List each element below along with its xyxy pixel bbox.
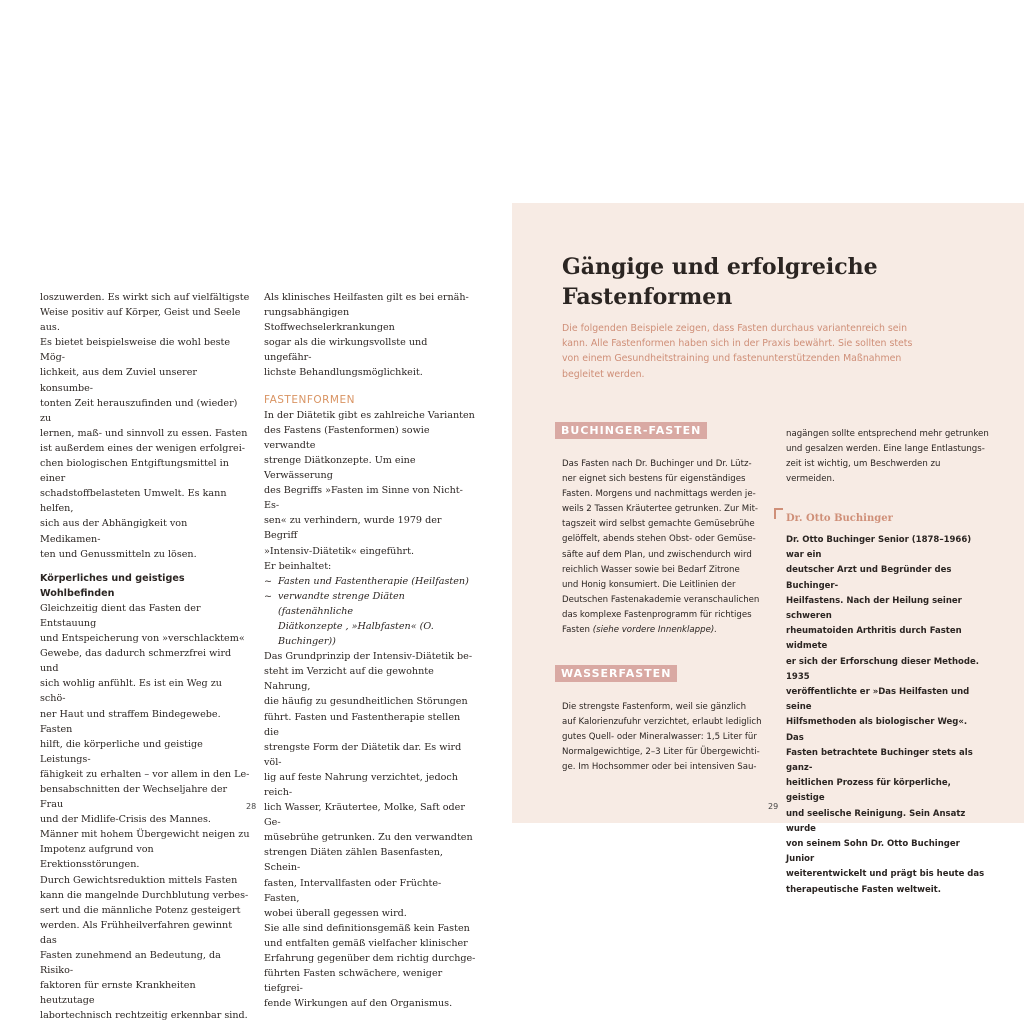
text-line: Es bietet beispielsweise die wohl beste Mög- [40,337,231,364]
bio-line: deutscher Arzt und Begründer des Buchinger- [786,565,952,591]
text-line: die häufig zu gesundheitlichen Störungen [264,696,468,708]
subheading-line: Körperliches und geistiges [40,572,185,584]
text-line: hilft, die körperliche und geistige Leistungs- [40,738,203,765]
text-line: Durch Gewichtsreduktion mittels Fasten [40,874,238,886]
right-column-text [786,427,991,487]
text-line: tonten Zeit herauszufinden und (wieder) zu [40,397,238,424]
bio-line: von seinem Sohn Dr. Otto Buchinger Junior [786,839,960,865]
cross-reference: (siehe vordere Innenklappe). [592,625,717,636]
intro-paragraph [40,290,250,562]
text-line: auf Kalorienzufuhr verzichtet, erlaubt lediglich [562,717,762,728]
box-heading: Dr. Otto Buchinger [786,513,893,524]
tilde-bullet: ~ [264,575,273,587]
text-line: Normalgewichtige, 2–3 Liter für Übergewichti- [562,747,760,758]
text-line: lig auf feste Nahrung verzichtet, jedoch reich- [264,771,458,798]
text-line: und Honig konsumiert. Die Leitlinien der [562,579,736,590]
page-number-left: 28 [246,802,257,811]
label-buchinger-fasten: BUCHINGER-FASTEN [555,422,707,439]
text-line: Die strengste Fastenform, weil sie gänzlich [562,702,747,712]
text-line: und Entspeicherung von »verschlacktem« [40,633,245,645]
tilde-list [264,574,476,649]
text-line: und der Midlife-Crisis des Mannes. [40,814,211,826]
bio-line: veröffentlichte er »Das Heilfasten und seine [786,687,970,713]
page-title [562,252,902,312]
text-line: Weise positiv auf Körper, Geist und Seele aus. [40,307,241,334]
text-line: lichkeit, aus dem Zuviel unserer konsumbe- [40,367,197,394]
list-item-line: Diätkonzepte , »Halbfasten« (O. Buchinger)) [278,620,434,648]
text-line: Fasten. Morgens und nachmittags werden je- [562,489,756,500]
body-paragraph [264,649,476,1011]
text-line: In der Diätetik gibt es zahlreiche Varianten [264,409,475,421]
text-line: und gesalzen werden. Eine lange Entlastungs- [786,444,985,455]
text-line: tagszeit wird selbst gemachte Gemüsebrühe [562,519,755,530]
subheading [40,571,250,601]
list-item [264,589,476,649]
text-line [562,623,762,638]
intro-line: kann. Alle Fastenformen haben sich in der Praxis bewährt. Sie sollten stets [562,338,913,350]
buchinger-text [562,457,762,638]
text-line: strengste Form der Diätetik dar. Es wird völ- [264,741,462,768]
text-line: ist außerdem eines der wenigen erfolgrei- [40,442,246,454]
text-line: sich wohlig anfühlt. Es ist ein Weg zu schö- [40,678,222,705]
text-line: ner Haut und straffem Bindegewebe. Fasten [40,708,221,735]
text-line: Er beinhaltet: [264,560,332,572]
text-line: Fasten zunehmend an Bedeutung, da Risiko- [40,950,221,977]
list-item [264,574,476,589]
bio-line: heitlichen Prozess für körperliche, geistige [786,778,951,804]
list-item-line: verwandte strenge Diäten (fastenähnliche [278,590,405,617]
biography-box [786,533,986,898]
text-line: des Fastens (Fastenformen) sowie verwandte [264,424,430,451]
text-line: sen« zu verhindern, wurde 1979 der Begriff [264,515,442,542]
text-line: reichlich Wasser sowie bei Bedarf Zitrone [562,564,740,575]
text-line: wobei überall gegessen wird. [264,907,407,919]
bio-line: er sich der Erforschung dieser Methode. 1935 [786,656,979,682]
text-line: ten und Genussmitteln zu lösen. [40,548,197,560]
text-line: Das Fasten nach Dr. Buchinger und Dr. Lütz- [562,459,752,469]
text-line: gelöffelt, abends stehen Obst- oder Gemüse- [562,534,756,545]
text-line: Gewebe, das dadurch schmerzfrei wird und [40,648,232,675]
text-line: faktoren für ernste Krankheiten heutzutage [40,980,196,1007]
box-corner-mark [774,508,783,519]
text-line: schadstoffbelasteten Umwelt. Es kann helfen, [40,488,227,515]
text-line: fasten, Intervallfasten oder Früchte-Fasten, [264,877,442,904]
text-line: rungsabhängigen Stoffwechselerkrankungen [264,307,395,334]
bio-line: Fasten betrachtete Buchinger stets als ganz- [786,747,973,774]
text-line: Erfahrung gegenüber dem richtig durchge- [264,953,476,965]
text-line: bensabschnitten der Wechseljahre der Frau [40,784,228,811]
wasserfasten-text [562,700,762,775]
text-line: Gleichzeitig dient das Fasten der Entstauung [40,602,201,629]
text-line: strengen Diäten zählen Basenfasten, Schein- [264,847,443,874]
text-line: Als klinisches Heilfasten gilt es bei ernäh- [264,292,469,303]
intro-line: begleitet werden. [562,368,645,380]
text-line: labortechnisch rechtzeitig erkennbar sind. [40,1010,248,1022]
bio-line: Dr. Otto Buchinger Senior (1878–1966) war ein [786,535,972,561]
bio-line: weiterentwickelt und prägt bis heute das [786,869,985,880]
text-line: führten Fasten schwächere, weniger tiefgrei- [264,968,443,995]
subheading-line: Wohlbefinden [40,587,115,599]
bio-line: Heilfastens. Nach der Heilung seiner schweren [786,595,962,622]
page-number-right: 29 [768,802,779,811]
list-item-text [278,589,476,649]
text-fragment: Fasten [562,625,591,636]
text-line: kann die mangelnde Durchblutung verbes- [40,889,249,901]
text-line: fende Wirkungen auf den Organismus. [264,998,453,1010]
intro-line: Die folgenden Beispiele zeigen, dass Fasten durchaus variantenreich sein [562,323,908,334]
text-line: säfte auf dem Plan, und zwischendurch wird [562,549,752,560]
text-line: Das Grundprinzip der Intensiv-Diätetik be- [264,651,473,663]
bio-line: Hilfsmethoden als biologischer Weg«. Das [786,717,968,743]
text-line: sogar als die wirkungsvollste und ungefähr- [264,337,428,364]
text-line: Deutschen Fastenakademie veranschaulichen [562,594,760,605]
text-line: Impotenz aufgrund von Erektionsstörungen. [40,844,154,871]
left-column-2 [264,290,476,1011]
text-line: lernen, maß- und sinnvoll zu essen. Fasten [40,427,248,439]
text-line: gutes Quell- oder Mineralwasser: 1,5 Liter für [562,732,757,743]
text-line: »Intensiv-Diätetik« eingeführt. [264,545,415,557]
list-item-text: Fasten und Fastentherapie (Heilfasten) [278,575,469,587]
text-line: zeit ist wichtig, um Beschwerden zu vermeiden. [786,459,941,485]
text-line: führt. Fasten und Fastentherapie stellen die [264,711,461,738]
body-paragraph [40,601,250,1024]
bio-line: rheumatoiden Arthritis durch Fasten widmete [786,626,962,652]
text-line: ner eignet sich bestens für eigenständiges [562,474,746,485]
text-line: Männer mit hohem Übergewicht neigen zu [40,829,250,841]
text-line: lichste Behandlungsmöglichkeit. [264,367,423,379]
text-line: fähigkeit zu erhalten – vor allem in den Le- [40,768,250,780]
text-line: strenge Diätkonzepte. Um eine Verwässerung [264,454,416,482]
intro-line: von einem Gesundheitstraining und fastenunterstützenden Maßnahmen [562,353,902,365]
text-line: sich aus der Abhängigkeit von Medikamen- [40,518,188,545]
text-line: steht im Verzicht auf die gewohnte Nahrung, [264,666,434,693]
text-line: nagängen sollte entsprechend mehr getrunken [786,429,989,439]
text-line: chen biologischen Entgiftungsmittel in einer [40,458,229,485]
text-line: lich Wasser, Kräutertee, Molke, Saft oder Ge- [264,802,465,829]
text-line: ge. Im Hochsommer oder bei intensiven Sau- [562,762,757,773]
section-label-fastenformen: FASTENFORMEN [264,393,355,406]
text-line: weils 2 Tassen Kräutertee getrunken. Zur Mit- [562,504,759,515]
body-paragraph [264,408,476,574]
text-line: werden. Als Frühheilverfahren gewinnt das [40,919,233,946]
bio-line: und seelische Reinigung. Sein Ansatz wurde [786,808,966,834]
text-line: loszuwerden. Es wirkt sich auf vielfältigste [40,292,250,303]
text-line: und entfalten gemäß vielfacher klinischer [264,937,468,949]
text-line: Sie alle sind definitionsgemäß kein Fasten [264,922,470,934]
title-line: Fastenformen [562,284,733,310]
title-line: Gängige und erfolgreiche [562,254,878,280]
text-line: müsebrühe getrunken. Zu den verwandten [264,832,473,844]
bio-line: therapeutische Fasten weltweit. [786,884,941,895]
clinical-paragraph [264,290,476,381]
left-column-1 [40,290,250,1024]
intro-text [562,321,942,382]
text-line: sert und die männliche Potenz gesteigert [40,904,241,916]
text-line: das komplexe Fastenprogramm für richtiges [562,609,752,620]
label-wasserfasten: WASSERFASTEN [555,665,677,682]
tilde-bullet: ~ [264,590,273,602]
text-line: des Begriffs »Fasten im Sinne von Nicht-Es- [264,485,463,512]
